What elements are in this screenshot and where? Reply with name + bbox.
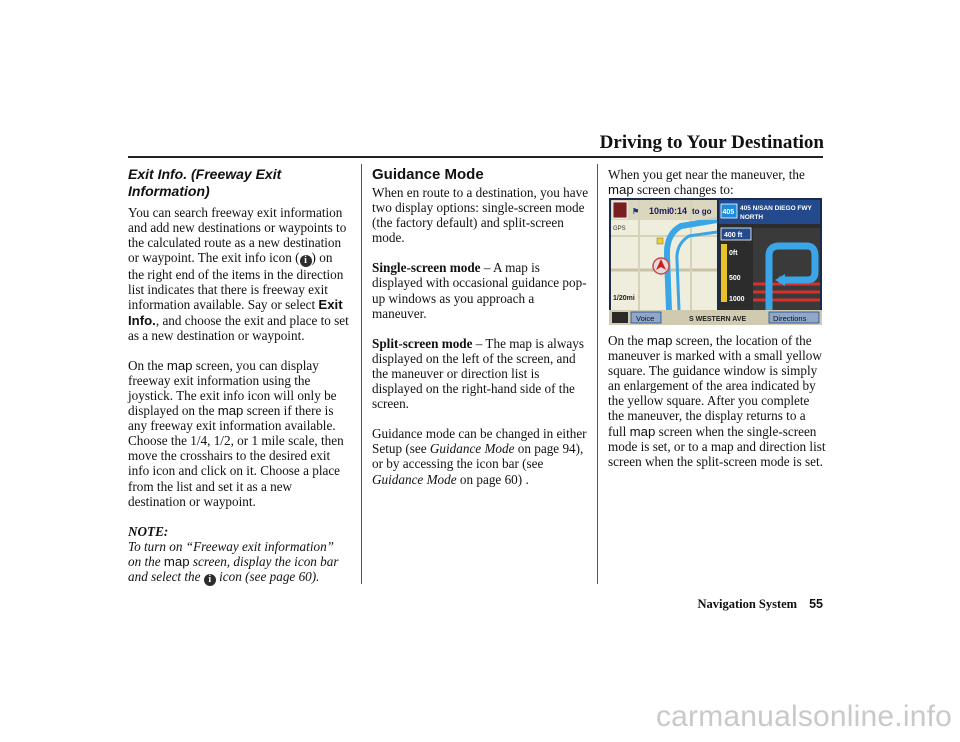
cross-reference: Guidance Mode xyxy=(372,471,457,487)
text: screen if there is any freeway exit information available. Choose the 1/4, 1/2, or 1 mile scale, then move the crosshairs to the desired exit info icon and click on it. Choose a place from the list and set it as a new destination or waypoint. xyxy=(128,403,344,509)
footer-section: Navigation System xyxy=(697,597,798,611)
page-footer xyxy=(697,597,823,612)
map-term: map xyxy=(217,403,244,419)
text: screen when the single-screen mode is set, or to a map and direction list screen when the split-screen mode is set. xyxy=(608,423,826,469)
scale-tick-500: 500 xyxy=(729,275,741,282)
paragraph xyxy=(128,205,350,343)
text: ) on the right end of the items in the direction list indicates that there is freeway exit information available. Say or select xyxy=(128,250,344,313)
column-guidance-mode xyxy=(372,166,590,502)
split-screen-label: Split-screen mode xyxy=(372,335,473,351)
menu-icon[interactable] xyxy=(612,312,628,323)
page-number: 55 xyxy=(809,597,823,611)
freeway-name: 405 N/SAN DIEGO FWY xyxy=(740,205,812,212)
maneuver-square xyxy=(657,238,663,244)
time-to-go: 0:14 xyxy=(669,206,688,216)
header-rule xyxy=(128,156,823,158)
exit-info-command: Exit Info. xyxy=(128,297,343,328)
map-term: map xyxy=(646,333,673,348)
watermark: carmanualsonline.info xyxy=(655,700,952,733)
single-screen-label: Single-screen mode xyxy=(372,260,481,276)
text: On the xyxy=(608,333,647,348)
distance-bar xyxy=(721,244,727,302)
paragraph xyxy=(372,260,590,320)
text: On the xyxy=(128,357,167,373)
text: You can search freeway exit information and add new destinations or waypoints to the calculated route as a new destination or waypoint. The exit info icon ( xyxy=(128,205,347,266)
text: screen, you can display freeway exit information using the joystick. The exit info icon will only be displayed on the xyxy=(128,357,337,419)
freeway-shield-number: 405 xyxy=(722,209,735,216)
scale-tick-1000: 1000 xyxy=(729,296,745,303)
paragraph: When en route to a destination, you have two display options: single-screen mode (the factory default) and split-screen mode. xyxy=(372,185,589,246)
text: – The map is always displayed on the left of the screen, and the maneuver or direction list is displayed on the right-hand side of the screen. xyxy=(372,335,584,412)
column-divider xyxy=(361,164,362,584)
map-scale: 1/20mi xyxy=(613,295,635,302)
map-term: map xyxy=(629,423,656,439)
paragraph xyxy=(372,426,590,486)
enlarged-view xyxy=(753,228,820,310)
map-term: map xyxy=(608,182,634,198)
text: – A map is displayed with occasional guidance pop-up windows as you approach a maneuver. xyxy=(372,260,587,321)
column-exit-info xyxy=(128,166,350,601)
text: screen changes to: xyxy=(633,182,734,198)
text: To turn on “Freeway exit information” on the xyxy=(128,538,335,569)
flag-icon: ⚑ xyxy=(632,207,640,216)
column-maneuver xyxy=(608,167,826,197)
note-text xyxy=(128,539,350,586)
map-term: map xyxy=(166,357,193,373)
paragraph xyxy=(372,336,590,411)
gps-icon: GPS xyxy=(613,226,626,232)
text: screen, the location of the maneuver is marked with a small yellow square. The guidance window is simply an enlargement of the area indicated by the yellow square. After you complete the maneuver, the display returns to a full xyxy=(608,333,822,439)
cross-reference: Guidance Mode xyxy=(429,441,515,457)
column-maneuver-continued xyxy=(608,333,826,484)
navigation-map-screen xyxy=(609,198,822,325)
text: on page 94), or by accessing the icon bar (see xyxy=(372,441,584,472)
paragraph xyxy=(608,167,826,197)
text: When you get near the maneuver, the xyxy=(608,167,805,182)
voice-button-label: Voice xyxy=(636,314,655,323)
column-divider xyxy=(597,164,598,584)
text: , and choose the exit and place to set as a new destination or waypoint. xyxy=(128,312,349,343)
compass-icon[interactable] xyxy=(613,202,627,218)
page-title: Driving to Your Destination xyxy=(599,132,824,153)
info-icon: i xyxy=(204,574,216,586)
section-heading-guidance-mode: Guidance Mode xyxy=(372,166,484,183)
text: on page 60) . xyxy=(456,471,529,487)
text: icon (see page 60). xyxy=(215,568,320,584)
note-label: NOTE: xyxy=(128,523,169,539)
info-icon: i xyxy=(300,255,312,267)
directions-button-label: Directions xyxy=(773,314,807,323)
text: Guidance mode can be changed in either Setup (see xyxy=(372,426,587,457)
paragraph xyxy=(128,358,350,509)
freeway-direction: NORTH xyxy=(740,214,764,221)
distance-box-value: 400 ft xyxy=(724,232,743,239)
to-go-label: to go xyxy=(692,207,712,216)
scale-tick-0: 0ft xyxy=(729,250,738,257)
text: screen, display the icon bar and select the xyxy=(128,553,339,584)
section-heading-exit-info: Exit Info. (Freeway Exit Information) xyxy=(128,166,282,199)
distance-to-go: 10mi xyxy=(649,206,670,216)
street-name: S WESTERN AVE xyxy=(689,316,747,323)
map-term: map xyxy=(163,553,190,569)
paragraph xyxy=(608,333,826,469)
